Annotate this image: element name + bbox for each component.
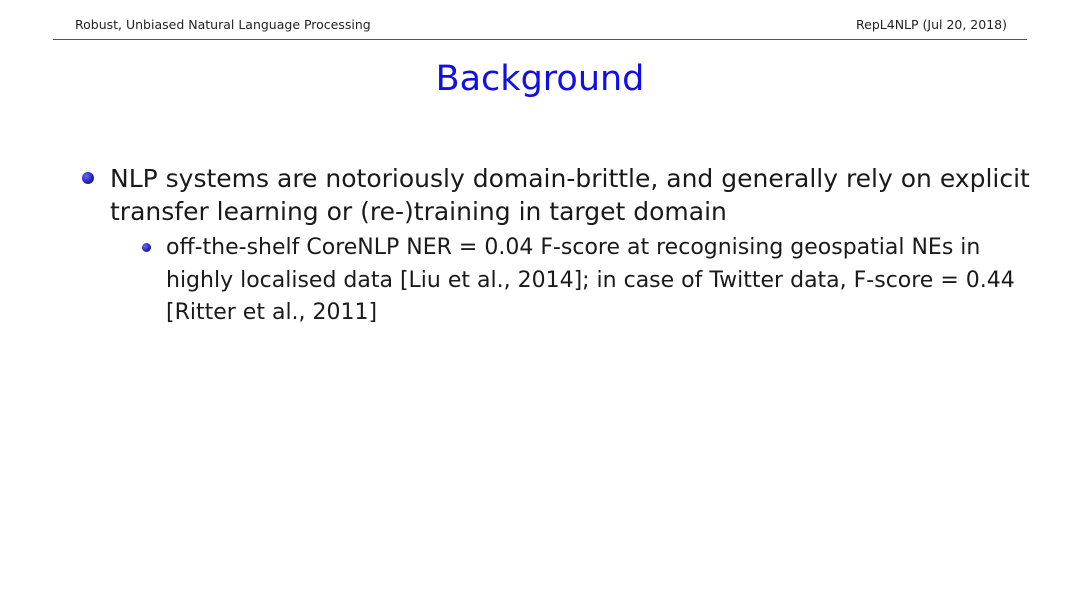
sub-bullet-icon: [142, 243, 151, 252]
event-date: RepL4NLP (Jul 20, 2018): [856, 17, 1007, 32]
bullet-item: [110, 162, 1040, 228]
sub-bullet-text: off-the-shelf CoreNLP NER = 0.04 F-score at recognising geospatial NEs in highly localised data [Liu et al., 2014]; in case of Twitter data, F-score = 0.44 [Ritter et al., 2011]: [166, 235, 1015, 325]
slide-title: Background: [435, 59, 645, 99]
presentation-title: Robust, Unbiased Natural Language Processing: [75, 17, 371, 32]
bullet-text: NLP systems are notoriously domain-brittle, and generally rely on explicit transfer learning or (re-)training in target domain: [110, 164, 1030, 226]
slide-header: [53, 0, 1027, 40]
bullet-icon: [82, 172, 94, 184]
sub-bullet-item: [166, 232, 1046, 330]
